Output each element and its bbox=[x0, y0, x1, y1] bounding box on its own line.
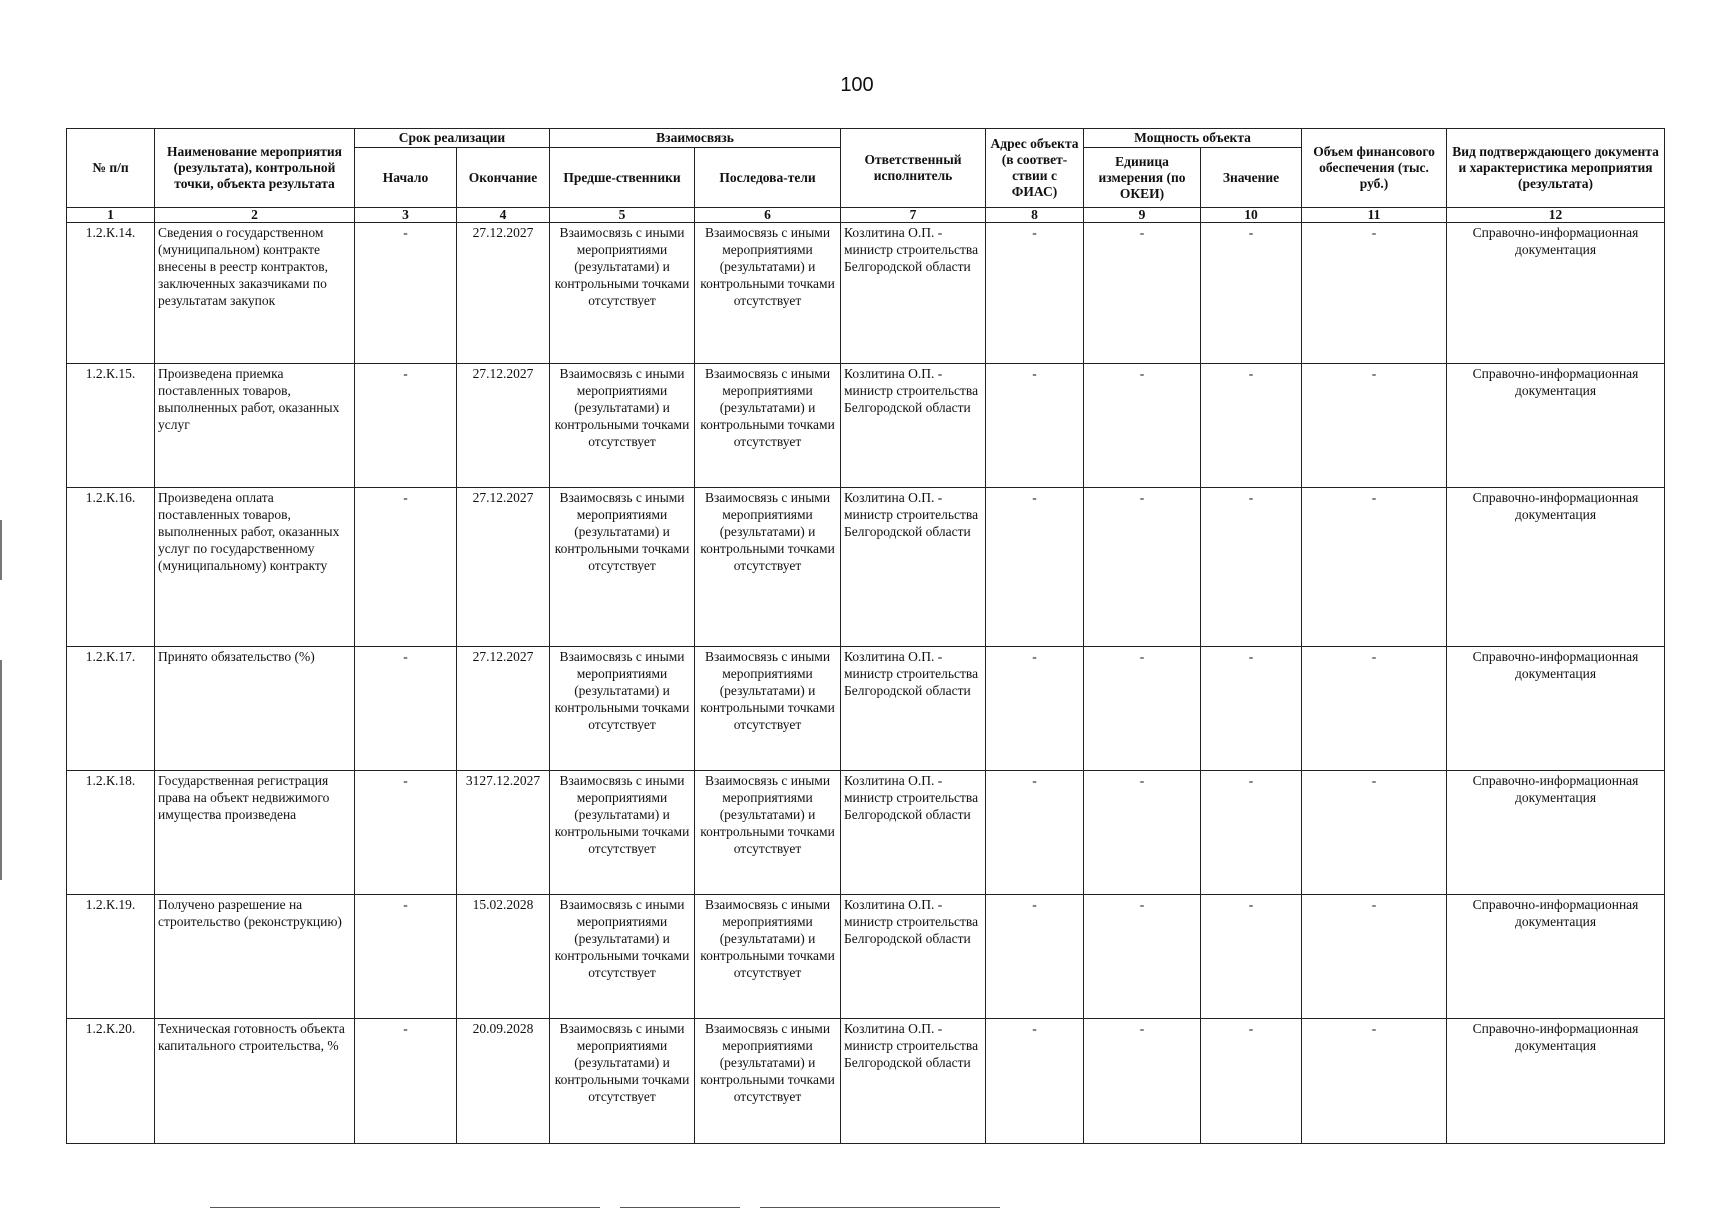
cell-value: - bbox=[1201, 771, 1302, 895]
cell-name: Государственная регистрация права на объект недвижимого имущества произведена bbox=[155, 771, 355, 895]
cell-name: Получено разрешение на строительство (реконструкцию) bbox=[155, 895, 355, 1019]
cell-unit: - bbox=[1084, 895, 1201, 1019]
cell-num: 1.2.К.20. bbox=[67, 1019, 155, 1144]
cell-predecessors: Взаимосвязь с иными мероприятиями (результатами) и контрольными точками отсутствует bbox=[550, 364, 695, 488]
cell-unit: - bbox=[1084, 364, 1201, 488]
column-number-row bbox=[67, 208, 1665, 223]
cell-successors: Взаимосвязь с иными мероприятиями (результатами) и контрольными точками отсутствует bbox=[695, 364, 841, 488]
cell-name: Произведена оплата поставленных товаров, выполненных работ, оказанных услуг по государственному (муниципальному) контракту bbox=[155, 488, 355, 647]
cell-start: - bbox=[355, 895, 457, 1019]
cell-successors: Взаимосвязь с иными мероприятиями (результатами) и контрольными точками отсутствует bbox=[695, 488, 841, 647]
col-number: 1 bbox=[67, 208, 155, 223]
scan-edge-mark bbox=[0, 520, 2, 580]
cell-doc: Справочно-информационная документация bbox=[1447, 895, 1665, 1019]
col-number: 11 bbox=[1302, 208, 1447, 223]
cell-address: - bbox=[986, 647, 1084, 771]
cell-funding: - bbox=[1302, 895, 1447, 1019]
cell-predecessors: Взаимосвязь с иными мероприятиями (результатами) и контрольными точками отсутствует bbox=[550, 488, 695, 647]
cell-num: 1.2.К.14. bbox=[67, 223, 155, 364]
cell-responsible: Козлитина О.П. - министр строительства Белгородской области bbox=[841, 1019, 986, 1144]
cell-predecessors: Взаимосвязь с иными мероприятиями (результатами) и контрольными точками отсутствует bbox=[550, 223, 695, 364]
col-number: 9 bbox=[1084, 208, 1201, 223]
cell-name: Сведения о государственном (муниципальном) контракте внесены в реестр контрактов, заключенных заказчиками по результатам закупок bbox=[155, 223, 355, 364]
cell-unit: - bbox=[1084, 647, 1201, 771]
cell-predecessors: Взаимосвязь с иными мероприятиями (результатами) и контрольными точками отсутствует bbox=[550, 647, 695, 771]
cell-responsible: Козлитина О.П. - министр строительства Белгородской области bbox=[841, 364, 986, 488]
cell-value: - bbox=[1201, 647, 1302, 771]
header-unit: Единица измерения (по ОКЕИ) bbox=[1084, 148, 1201, 208]
header-address: Адрес объекта (в соответ-ствии с ФИАС) bbox=[986, 129, 1084, 208]
col-number: 5 bbox=[550, 208, 695, 223]
cell-funding: - bbox=[1302, 771, 1447, 895]
table-row bbox=[67, 223, 1665, 364]
cell-value: - bbox=[1201, 223, 1302, 364]
cell-end: 27.12.2027 bbox=[457, 647, 550, 771]
cell-num: 1.2.К.17. bbox=[67, 647, 155, 771]
cell-unit: - bbox=[1084, 488, 1201, 647]
cell-start: - bbox=[355, 1019, 457, 1144]
col-number: 7 bbox=[841, 208, 986, 223]
cell-successors: Взаимосвязь с иными мероприятиями (результатами) и контрольными точками отсутствует bbox=[695, 647, 841, 771]
cell-address: - bbox=[986, 364, 1084, 488]
plan-table bbox=[66, 128, 1665, 1144]
cell-funding: - bbox=[1302, 488, 1447, 647]
header-doc-type: Вид подтверждающего документа и характеристика мероприятия (результата) bbox=[1447, 129, 1665, 208]
header-funding: Объем финансового обеспечения (тыс. руб.) bbox=[1302, 129, 1447, 208]
cell-address: - bbox=[986, 895, 1084, 1019]
cell-num: 1.2.К.18. bbox=[67, 771, 155, 895]
table-row bbox=[67, 1019, 1665, 1144]
table-row bbox=[67, 364, 1665, 488]
col-number: 10 bbox=[1201, 208, 1302, 223]
header-row-top bbox=[67, 129, 1665, 148]
cell-address: - bbox=[986, 488, 1084, 647]
header-num: № п/п bbox=[67, 129, 155, 208]
header-end: Окончание bbox=[457, 148, 550, 208]
col-number: 4 bbox=[457, 208, 550, 223]
col-number: 3 bbox=[355, 208, 457, 223]
cell-funding: - bbox=[1302, 1019, 1447, 1144]
header-capacity-group: Мощность объекта bbox=[1084, 129, 1302, 148]
page-number: 100 bbox=[840, 74, 874, 96]
cell-value: - bbox=[1201, 364, 1302, 488]
header-link-group: Взаимосвязь bbox=[550, 129, 841, 148]
header-start: Начало bbox=[355, 148, 457, 208]
cell-doc: Справочно-информационная документация bbox=[1447, 223, 1665, 364]
cell-num: 1.2.К.16. bbox=[67, 488, 155, 647]
cell-address: - bbox=[986, 1019, 1084, 1144]
cell-doc: Справочно-информационная документация bbox=[1447, 647, 1665, 771]
cell-value: - bbox=[1201, 895, 1302, 1019]
cell-doc: Справочно-информационная документация bbox=[1447, 1019, 1665, 1144]
cell-value: - bbox=[1201, 1019, 1302, 1144]
cell-num: 1.2.К.15. bbox=[67, 364, 155, 488]
cell-value: - bbox=[1201, 488, 1302, 647]
cell-funding: - bbox=[1302, 364, 1447, 488]
cell-doc: Справочно-информационная документация bbox=[1447, 364, 1665, 488]
col-number: 8 bbox=[986, 208, 1084, 223]
cell-end: 27.12.2027 bbox=[457, 223, 550, 364]
cell-doc: Справочно-информационная документация bbox=[1447, 488, 1665, 647]
cell-start: - bbox=[355, 364, 457, 488]
cell-name: Техническая готовность объекта капитального строительства, % bbox=[155, 1019, 355, 1144]
cell-predecessors: Взаимосвязь с иными мероприятиями (результатами) и контрольными точками отсутствует bbox=[550, 895, 695, 1019]
cell-start: - bbox=[355, 771, 457, 895]
cell-successors: Взаимосвязь с иными мероприятиями (результатами) и контрольными точками отсутствует bbox=[695, 895, 841, 1019]
cell-end: 20.09.2028 bbox=[457, 1019, 550, 1144]
cell-successors: Взаимосвязь с иными мероприятиями (результатами) и контрольными точками отсутствует bbox=[695, 223, 841, 364]
cell-start: - bbox=[355, 223, 457, 364]
cell-start: - bbox=[355, 488, 457, 647]
cell-predecessors: Взаимосвязь с иными мероприятиями (результатами) и контрольными точками отсутствует bbox=[550, 771, 695, 895]
table-row bbox=[67, 488, 1665, 647]
header-successors: Последова-тели bbox=[695, 148, 841, 208]
cell-funding: - bbox=[1302, 223, 1447, 364]
cell-name: Произведена приемка поставленных товаров, выполненных работ, оказанных услуг bbox=[155, 364, 355, 488]
header-responsible: Ответственный исполнитель bbox=[841, 129, 986, 208]
col-number: 12 bbox=[1447, 208, 1665, 223]
header-name: Наименование мероприятия (результата), контрольной точки, объекта результата bbox=[155, 129, 355, 208]
cell-successors: Взаимосвязь с иными мероприятиями (результатами) и контрольными точками отсутствует bbox=[695, 1019, 841, 1144]
cell-end: 27.12.2027 bbox=[457, 488, 550, 647]
cell-address: - bbox=[986, 771, 1084, 895]
cell-end: 27.12.2027 bbox=[457, 364, 550, 488]
cell-responsible: Козлитина О.П. - министр строительства Белгородской области bbox=[841, 647, 986, 771]
cell-end: 3127.12.2027 bbox=[457, 771, 550, 895]
col-number: 2 bbox=[155, 208, 355, 223]
header-value: Значение bbox=[1201, 148, 1302, 208]
cell-responsible: Козлитина О.П. - министр строительства Белгородской области bbox=[841, 895, 986, 1019]
cell-num: 1.2.К.19. bbox=[67, 895, 155, 1019]
header-term-group: Срок реализации bbox=[355, 129, 550, 148]
cell-start: - bbox=[355, 647, 457, 771]
cell-address: - bbox=[986, 223, 1084, 364]
cell-unit: - bbox=[1084, 771, 1201, 895]
cell-successors: Взаимосвязь с иными мероприятиями (результатами) и контрольными точками отсутствует bbox=[695, 771, 841, 895]
cell-doc: Справочно-информационная документация bbox=[1447, 771, 1665, 895]
header-predecessors: Предше-ственники bbox=[550, 148, 695, 208]
scan-edge-mark bbox=[0, 660, 2, 880]
cell-end: 15.02.2028 bbox=[457, 895, 550, 1019]
cell-responsible: Козлитина О.П. - министр строительства Белгородской области bbox=[841, 488, 986, 647]
col-number: 6 bbox=[695, 208, 841, 223]
cell-unit: - bbox=[1084, 1019, 1201, 1144]
table-row bbox=[67, 771, 1665, 895]
cell-predecessors: Взаимосвязь с иными мероприятиями (результатами) и контрольными точками отсутствует bbox=[550, 1019, 695, 1144]
cell-unit: - bbox=[1084, 223, 1201, 364]
cell-funding: - bbox=[1302, 647, 1447, 771]
table-row bbox=[67, 895, 1665, 1019]
cell-name: Принято обязательство (%) bbox=[155, 647, 355, 771]
table-row bbox=[67, 647, 1665, 771]
cell-responsible: Козлитина О.П. - министр строительства Белгородской области bbox=[841, 223, 986, 364]
cell-responsible: Козлитина О.П. - министр строительства Белгородской области bbox=[841, 771, 986, 895]
